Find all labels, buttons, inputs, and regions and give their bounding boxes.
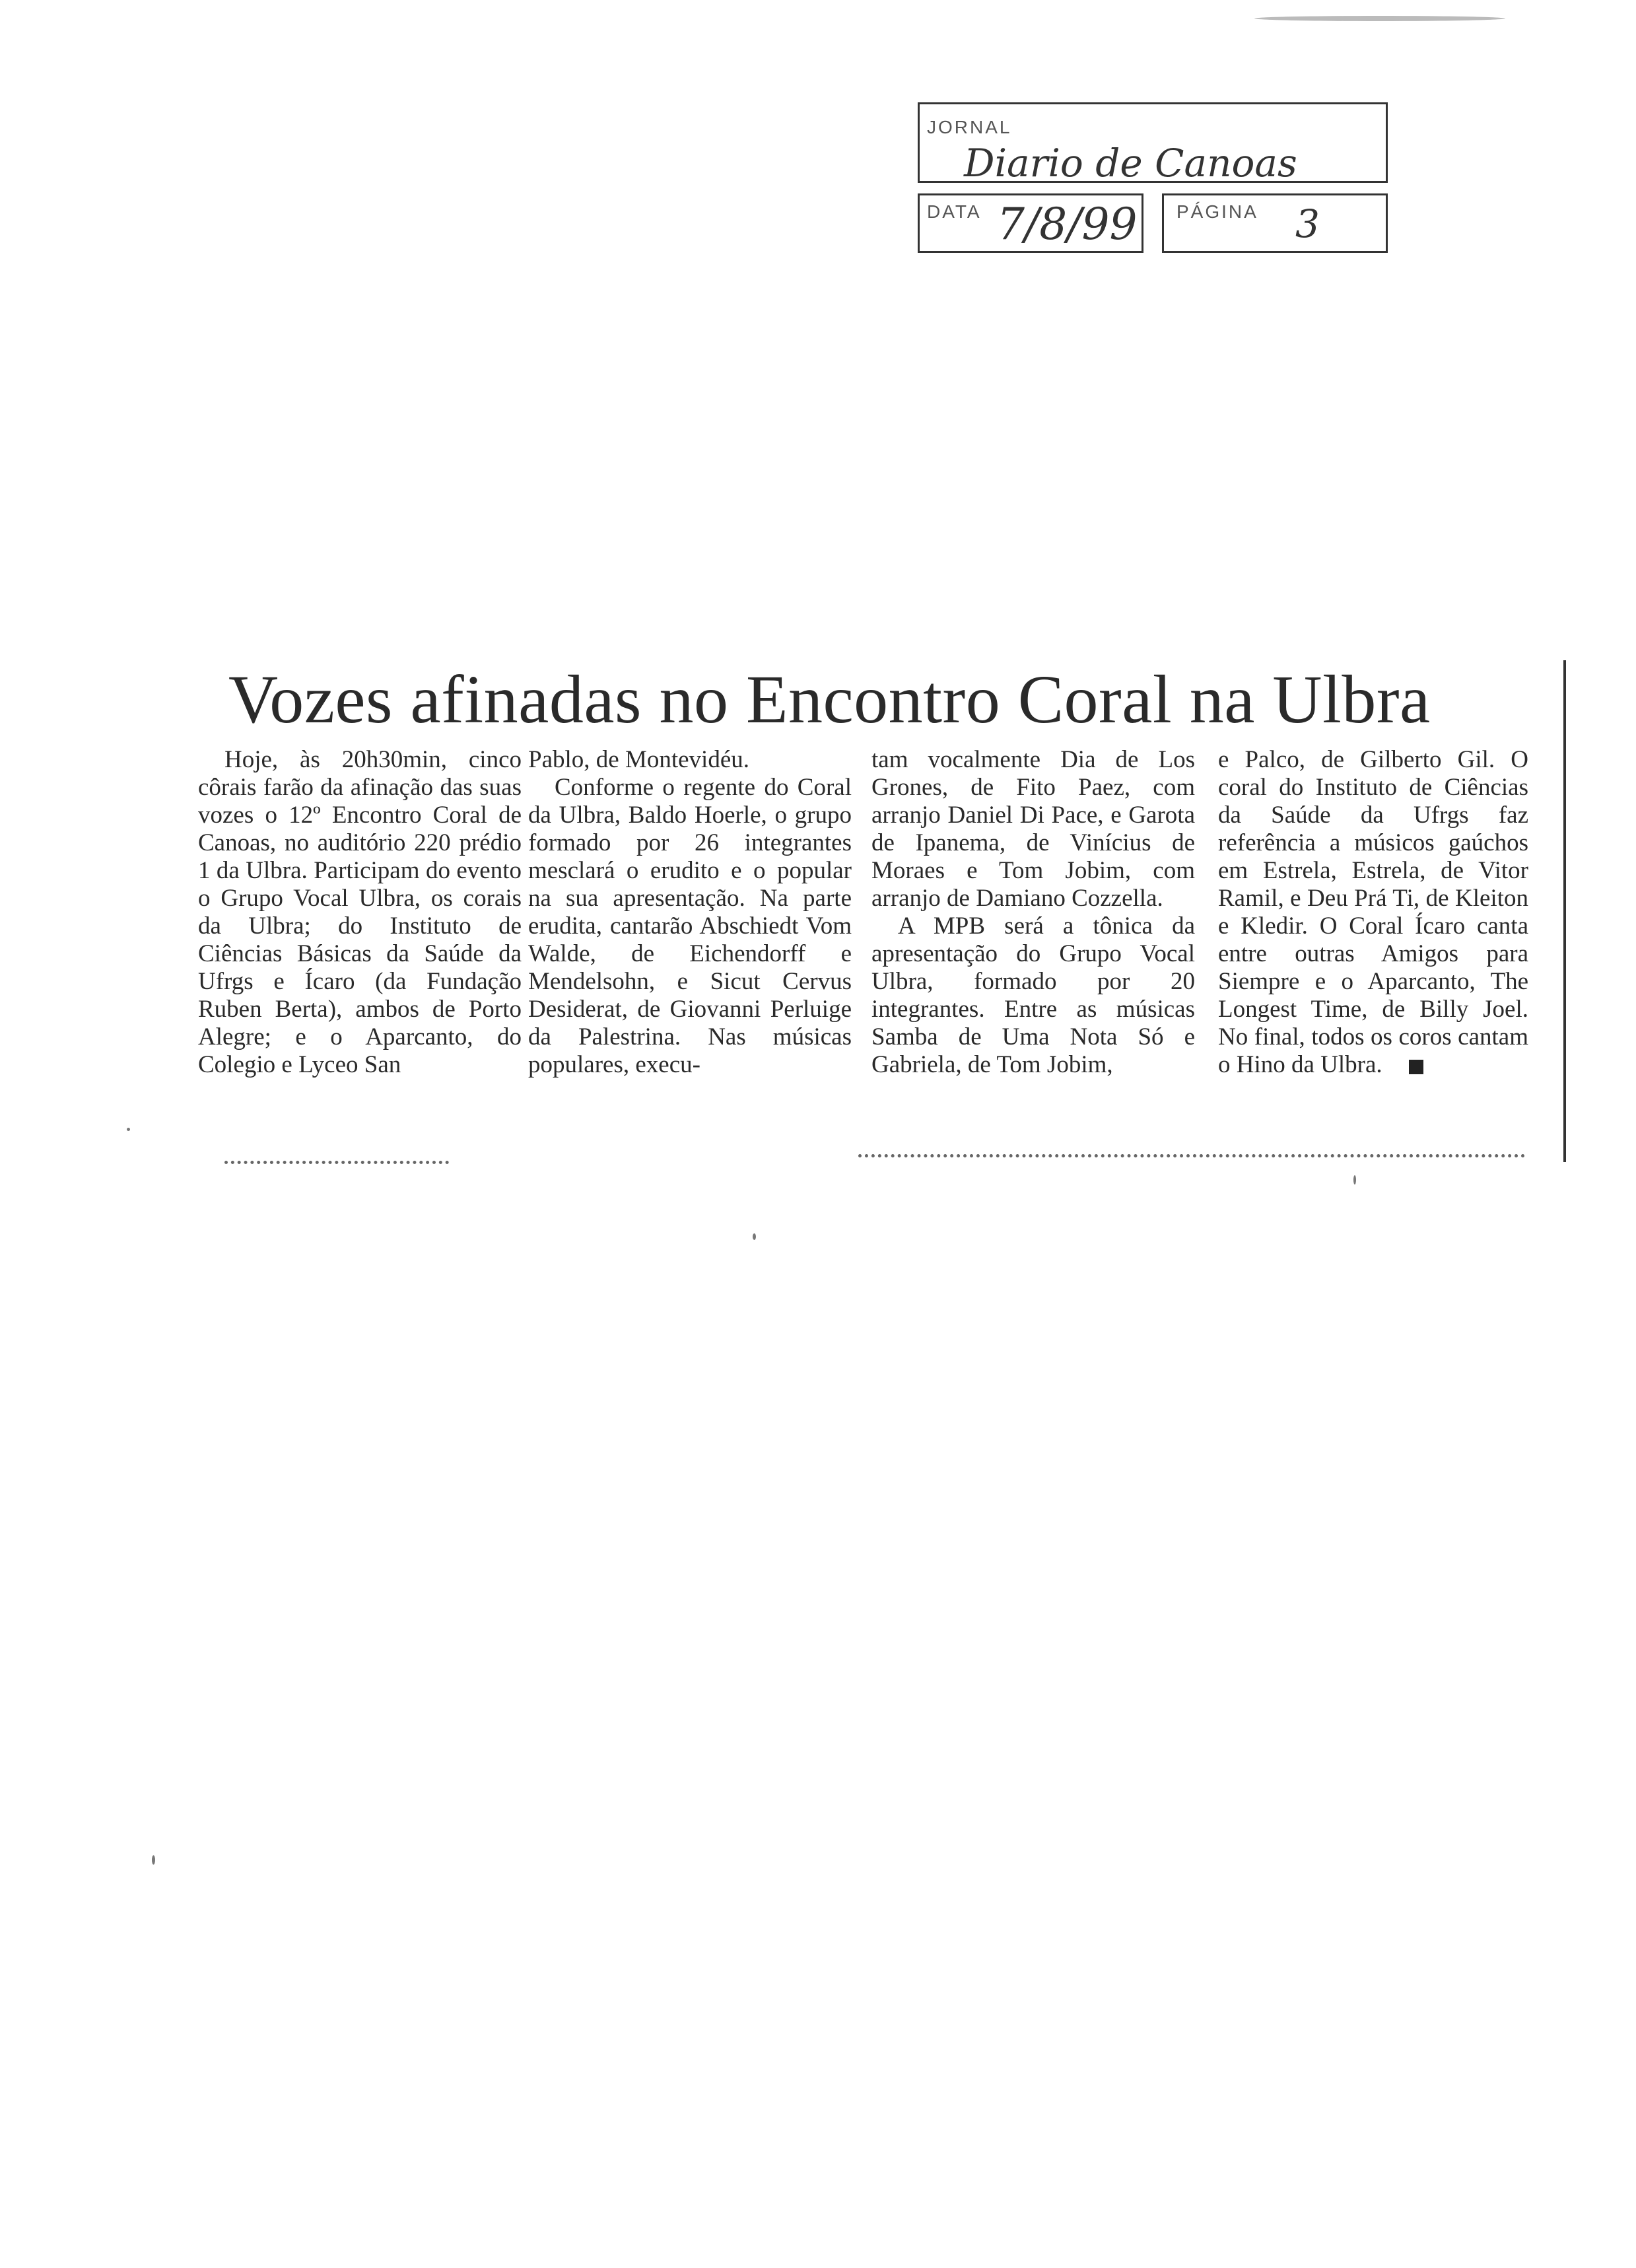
stamp-pagina-value: 3 — [1295, 201, 1320, 246]
scan-speck — [1353, 1175, 1356, 1185]
scan-speck — [152, 1855, 155, 1865]
column-vertical-rule — [1563, 660, 1566, 1162]
dotted-rule-right — [858, 1154, 1525, 1157]
article-column-2 — [528, 746, 852, 1079]
column-1-paragraph-1: Hoje, às 20h30min, cinco côrais farão da afinação das suas vozes o 12º Encontro Coral de Canoas, no auditório 220 prédio 1 da Ulbra. Participam do evento o Grupo Vocal Ulbra, os corais da Ulbra; do Instituto de Ciências Básicas da Saúde da Ufrgs e Ícaro (da Fundação Ruben Berta), ambos de Porto Alegre; e o Aparcanto, do Colegio e Lyceo San — [198, 746, 522, 1078]
clipping-stamp — [918, 102, 1388, 253]
scan-speck — [1254, 16, 1505, 21]
stamp-jornal-label: JORNAL — [927, 117, 1012, 137]
stamp-jornal-value: Diario de Canoas — [964, 141, 1297, 186]
column-4-paragraph-1 — [1218, 746, 1528, 1079]
column-4-text: e Palco, de Gilberto Gil. O coral do Instituto de Ciências da Saúde da Ufrgs faz referência a músicos gaúchos em Estrela, Estrela, de Vitor Ramil, e Deu Prá Ti, de Kleiton e Kledir. O Coral Ícaro canta entre outras Amigos para Siempre e o Aparcanto, The Longest Time, de Billy Joel. No final, todos os coros cantam o Hino da Ulbra. — [1218, 746, 1528, 1078]
end-of-article-mark — [1409, 1060, 1423, 1074]
dotted-rule-left — [224, 1161, 449, 1164]
scan-speck — [127, 1128, 130, 1131]
stamp-data-label: DATA — [927, 201, 982, 222]
article-column-3 — [871, 746, 1195, 1079]
column-3-paragraph-1: tam vocalmente Dia de Los Grones, de Fito Paez, com arranjo Daniel Di Pace, e Garota de Ipanema, de Vinícius de Moraes e Tom Jobim, com arranjo de Damiano Cozzella. — [871, 746, 1195, 912]
stamp-pagina-label: PÁGINA — [1176, 201, 1258, 222]
article-headline: Vozes afinadas no Encontro Coral na Ulbra — [228, 662, 1431, 738]
stamp-data-value: 7/8/99 — [997, 199, 1138, 250]
column-3-paragraph-2: A MPB será a tônica da apresentação do Grupo Vocal Ulbra, formado por 20 integrantes. Entre as músicas Samba de Uma Nota Só e Gabriela, de Tom Jobim, — [871, 912, 1195, 1078]
article-column-4 — [1218, 746, 1528, 1079]
column-2-paragraph-1: Pablo, de Montevidéu. — [528, 746, 750, 773]
column-2-paragraph-2: Conforme o regente do Coral da Ulbra, Baldo Hoerle, o grupo formado por 26 integrantes mesclará o erudito e o popular na sua apresentação. Na parte erudita, cantarão Abschiedt Vom Walde, de Eichendorff e Mendelsohn, e Sicut Cervus Desiderat, de Giovanni Perluige da Palestrina. Nas músicas populares, execu- — [528, 774, 852, 1078]
scan-speck — [753, 1233, 756, 1240]
article-column-1 — [198, 746, 522, 1079]
